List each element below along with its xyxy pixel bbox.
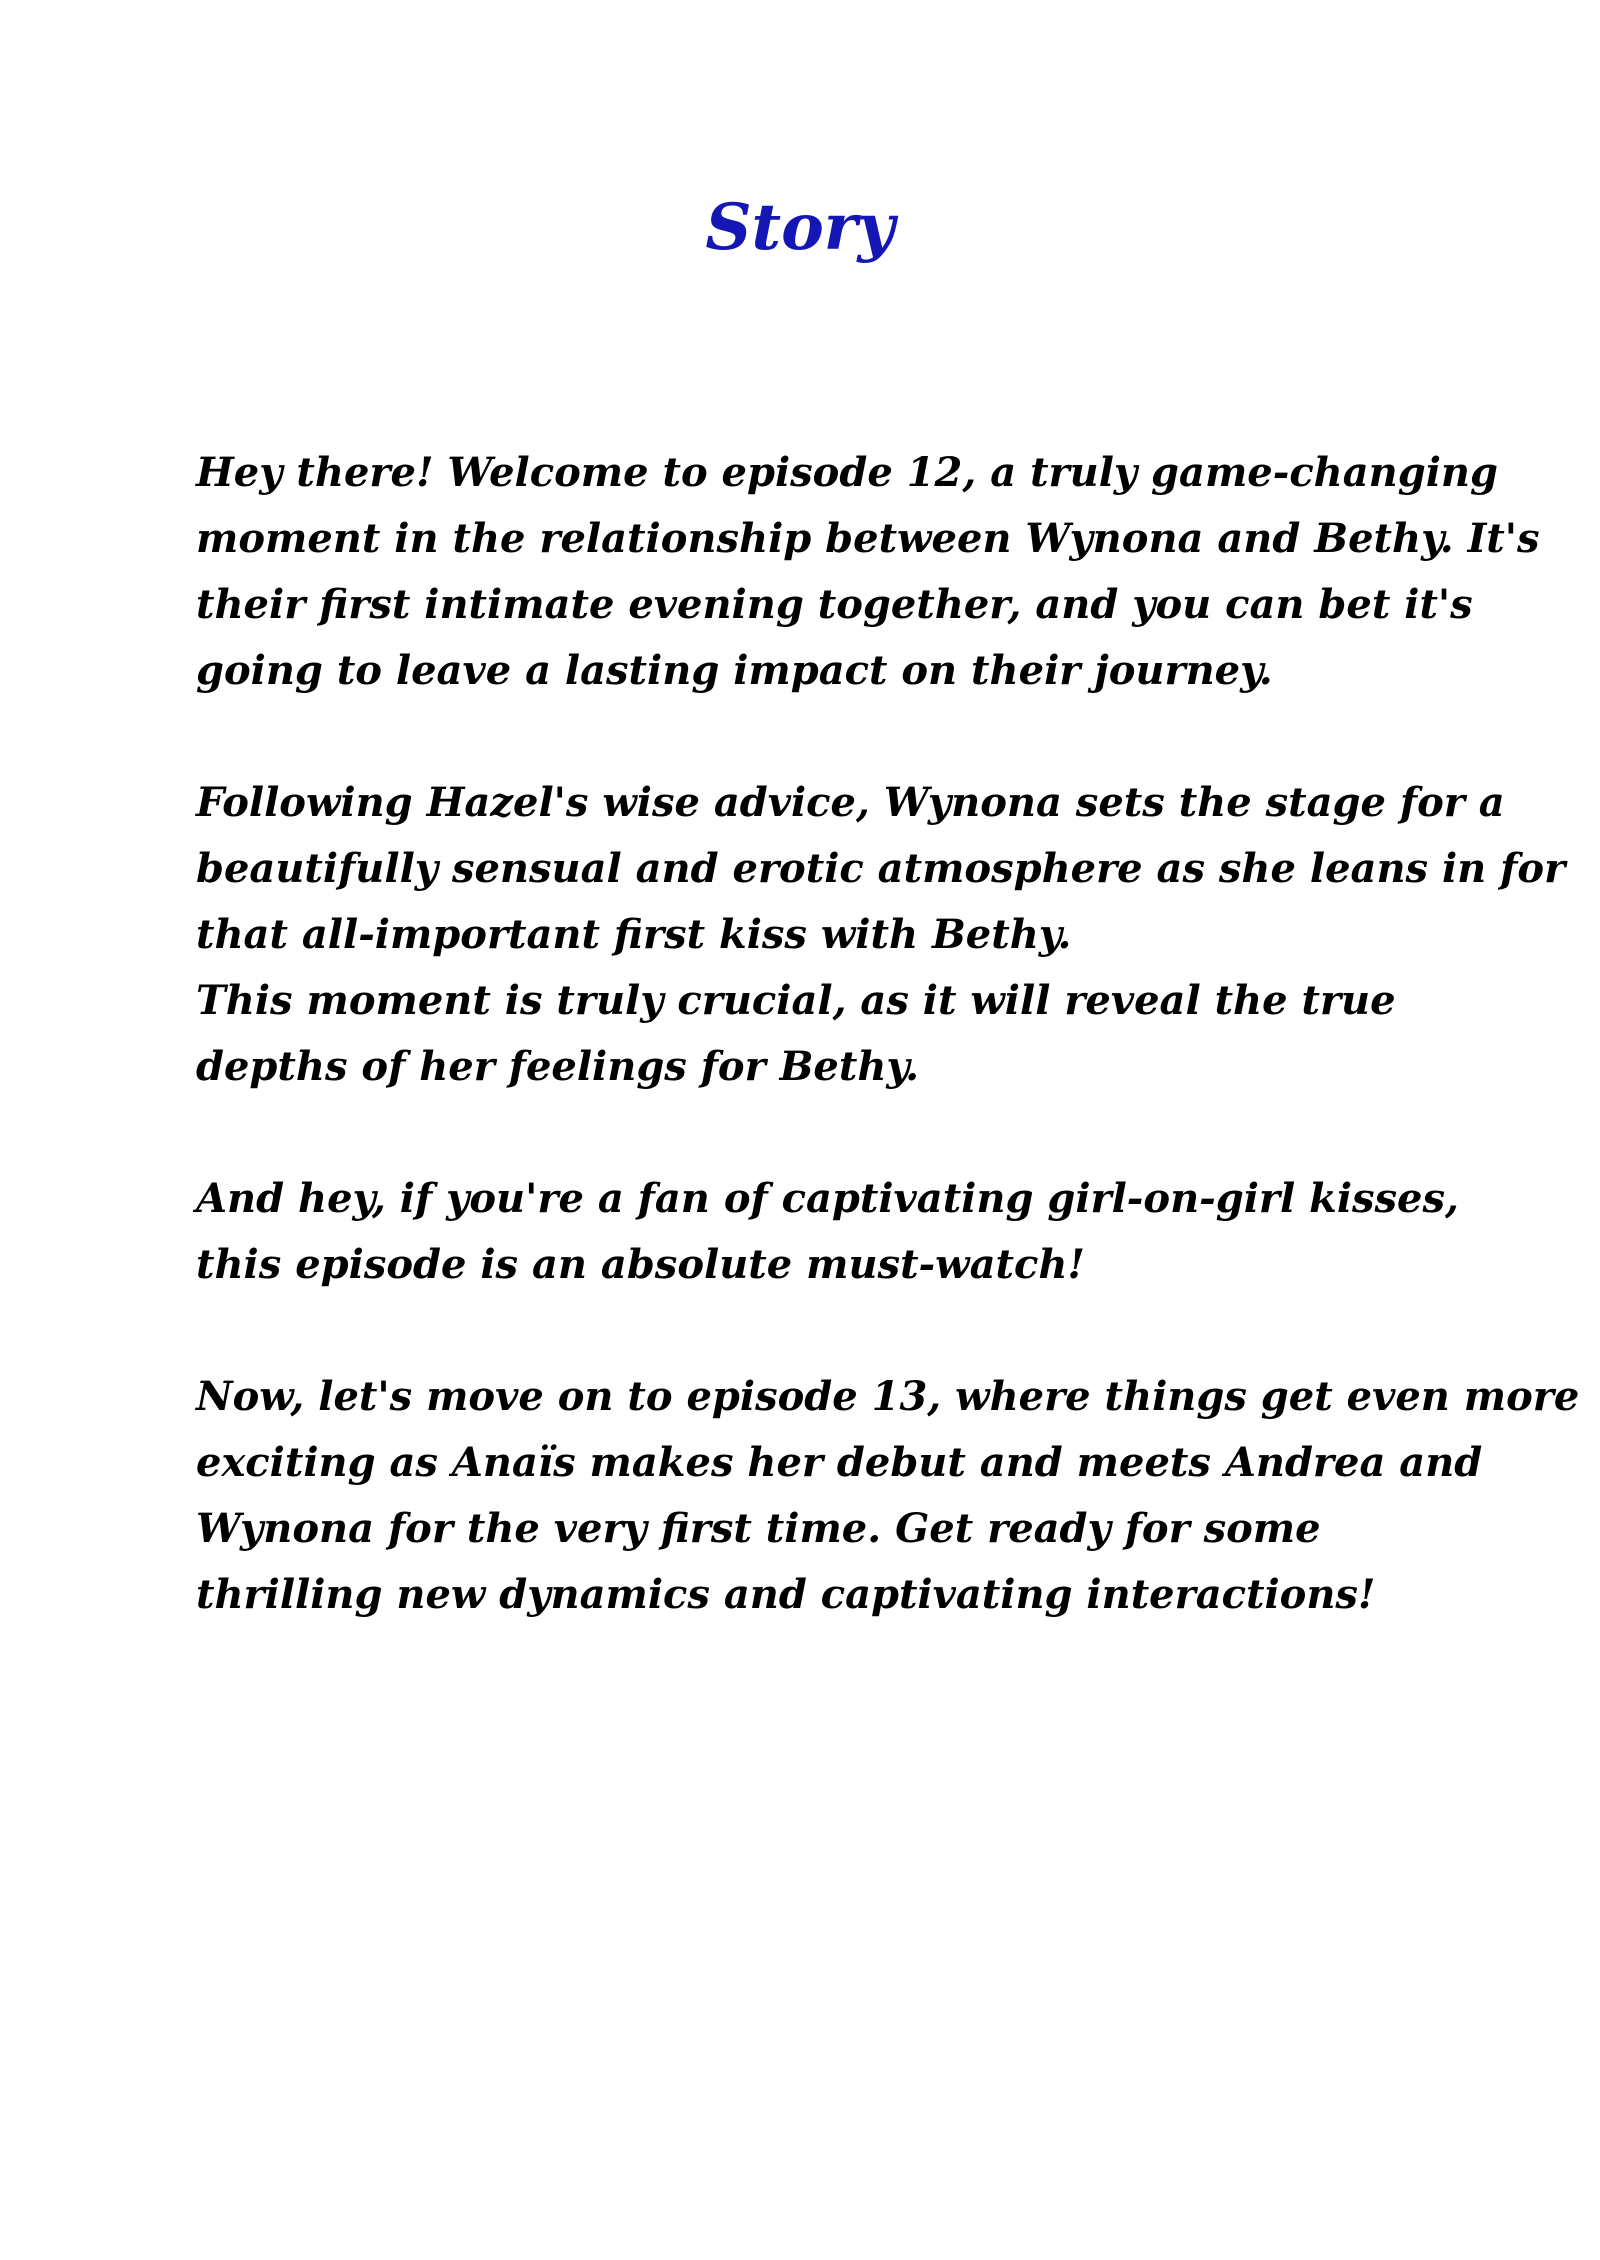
story-line: their first intimate evening together, and you can bet it's bbox=[196, 581, 1473, 628]
story-paragraph-1 bbox=[196, 440, 1540, 704]
story-paragraph-2 bbox=[196, 770, 1566, 1100]
story-line: this episode is an absolute must-watch! bbox=[196, 1241, 1085, 1288]
story-line: Following Hazel's wise advice, Wynona sets the stage for a bbox=[196, 779, 1505, 826]
story-body bbox=[196, 440, 1580, 1694]
story-line: depths of her feelings for Bethy. bbox=[196, 1043, 920, 1090]
story-line: This moment is truly crucial, as it will reveal the true bbox=[196, 977, 1396, 1024]
story-line: Now, let's move on to episode 13, where things get even more bbox=[196, 1373, 1580, 1420]
story-line: that all-important first kiss with Bethy. bbox=[196, 911, 1072, 958]
story-line: thrilling new dynamics and captivating interactions! bbox=[196, 1571, 1376, 1618]
story-paragraph-3 bbox=[196, 1166, 1459, 1298]
story-line: going to leave a lasting impact on their journey. bbox=[196, 647, 1273, 694]
page-title: Story bbox=[705, 190, 895, 265]
story-line: Wynona for the very first time. Get ready for some bbox=[196, 1505, 1321, 1552]
story-line: beautifully sensual and erotic atmosphere as she leans in for bbox=[196, 845, 1566, 892]
story-line: moment in the relationship between Wynona and Bethy. It's bbox=[196, 515, 1540, 562]
story-line: exciting as Anaïs makes her debut and meets Andrea and bbox=[196, 1439, 1483, 1486]
story-paragraph-4 bbox=[196, 1364, 1580, 1628]
story-line: And hey, if you're a fan of captivating girl-on-girl kisses, bbox=[196, 1175, 1459, 1222]
story-line: Hey there! Welcome to episode 12, a truly game-changing bbox=[196, 449, 1498, 496]
